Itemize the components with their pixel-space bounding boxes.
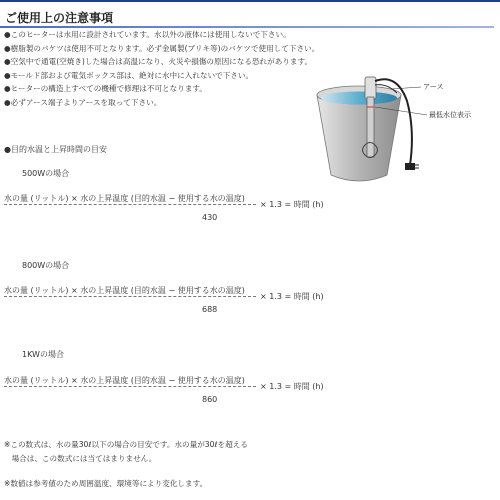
page-title: ご使用上の注意事項 <box>5 11 114 25</box>
formula-block <box>4 285 384 335</box>
fraction-line <box>4 386 256 388</box>
heater-bucket-illustration <box>305 75 480 190</box>
footnote: 場合は、この数式には当てはまりません。 <box>4 454 157 463</box>
footnote: ※数値は参考値のため周囲温度、環境等により変化します。 <box>4 479 208 488</box>
water-surface <box>321 92 397 105</box>
case-label: 1KWの場合 <box>22 350 64 359</box>
caution-note: ●ヒーターの構造上すべての機種で修理は不可となります。 <box>4 84 207 93</box>
case-label: 500Wの場合 <box>22 169 70 178</box>
formula-block <box>4 375 384 425</box>
power-plug <box>405 163 415 170</box>
formula-rhs: × 1.3 = 時間 (h) <box>260 382 324 391</box>
case-label: 800Wの場合 <box>22 261 70 270</box>
bucket-body <box>317 95 401 181</box>
fraction-line <box>4 296 256 298</box>
formula-rhs: × 1.3 = 時間 (h) <box>260 200 324 209</box>
caution-note: ●このヒーターは水用に設計されています。水以外の液体には使用しないで下さい。 <box>4 30 291 39</box>
formula-numerator: 水の量 (リットル) × 水の上昇温度 (目的水温 − 使用する水の温度) <box>4 376 245 385</box>
formula-denominator: 860 <box>202 395 218 404</box>
formula-denominator: 688 <box>202 305 218 314</box>
caution-note: ●空気中で通電(空焼き)した場合は高温になり、火災や損傷の原因になる恐れがあります。 <box>4 57 313 66</box>
caution-note: ●モールド部および電気ボックス部は、絶対に水中に入れないで下さい。 <box>4 70 254 80</box>
formula-block <box>4 193 384 243</box>
formula-denominator: 430 <box>202 213 218 222</box>
min-water-label: 最低水位表示 <box>429 111 471 119</box>
guide-title: ●目的水温と上昇時間の目安 <box>4 145 107 154</box>
fraction-line <box>4 204 256 206</box>
ground-label: アース <box>423 83 444 91</box>
footnote: ※この数式は、水の量30ℓ以下の場合の目安です。水の量が30ℓを超える <box>4 440 248 449</box>
formula-numerator: 水の量 (リットル) × 水の上昇温度 (目的水温 − 使用する水の温度) <box>4 194 245 203</box>
caution-note: ●必ずアース端子よりアースを取って下さい。 <box>4 97 162 107</box>
formula-numerator: 水の量 (リットル) × 水の上昇温度 (目的水温 − 使用する水の温度) <box>4 286 245 295</box>
heater-element <box>367 97 374 157</box>
caution-notes-list <box>4 28 320 109</box>
formula-rhs: × 1.3 = 時間 (h) <box>260 292 324 301</box>
caution-note: ●樹脂製のバケツは使用不可となります。必ず金属製(ブリキ等)のバケツで使用して下さい。 <box>4 43 320 53</box>
heater-mold <box>365 77 376 99</box>
